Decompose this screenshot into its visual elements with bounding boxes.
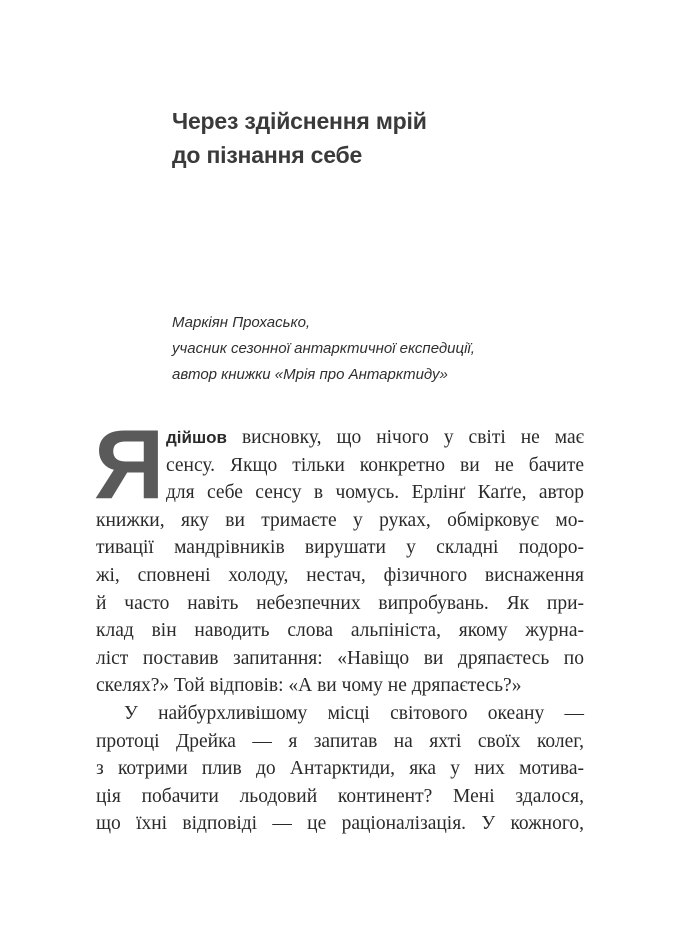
body-line: скелях?» Той відповів: «А ви чому не дряпаєтесь?» [96, 675, 522, 697]
byline-role: учасник сезонної антарктичної експедиції, [172, 340, 475, 357]
body-line: клад він наводить слова альпініста, якому журна- [96, 620, 584, 642]
body-line-text: висновку, що нічого у світі не має [226, 427, 584, 448]
body-line: ліст поставив запитання: «Навіщо ви дряпаєтесь по [96, 647, 584, 669]
chapter-title [172, 104, 592, 172]
body-line: що їхні відповіді — це раціоналізація. У кожного, [96, 813, 584, 835]
body-line: для себе сенсу в чомусь. Ерлінґ Каґґе, автор [166, 482, 584, 504]
body-line: тивації мандрівників вирушати у складні подоро- [96, 537, 584, 559]
body-line [166, 424, 584, 452]
body-line: сенсу. Якщо тільки конкретно ви не бачите [166, 454, 584, 476]
chapter-title-line-2: до пізнання себе [172, 142, 363, 168]
body-line: протоці Дрейка — я запитав на яхті своїх колег, [96, 730, 584, 752]
drop-cap: Я [94, 409, 165, 519]
chapter-title-line-1: Через здійснення мрій [172, 108, 427, 134]
body-line: з котрими плив до Антарктиди, яка у них мотива- [96, 758, 584, 780]
body-text [94, 409, 584, 838]
body-line: ція побачити льодовий континент? Мені здалося, [96, 785, 584, 807]
body-line: книжки, яку ви тримаєте у руках, обмірковує мо- [96, 509, 584, 531]
lead-word: дійшов [166, 428, 227, 447]
body-line: жі, сповнені холоду, нестач, фізичного виснаження [96, 564, 584, 586]
author-byline [172, 310, 592, 388]
body-line: й часто навіть небезпечних випробувань. Як при- [96, 592, 584, 614]
byline-book: автор книжки «Мрія про Антарктиду» [172, 366, 448, 383]
byline-author: Маркіян Прохасько, [172, 314, 311, 331]
body-line: У найбурхливішому місці світового океану — [124, 702, 584, 724]
